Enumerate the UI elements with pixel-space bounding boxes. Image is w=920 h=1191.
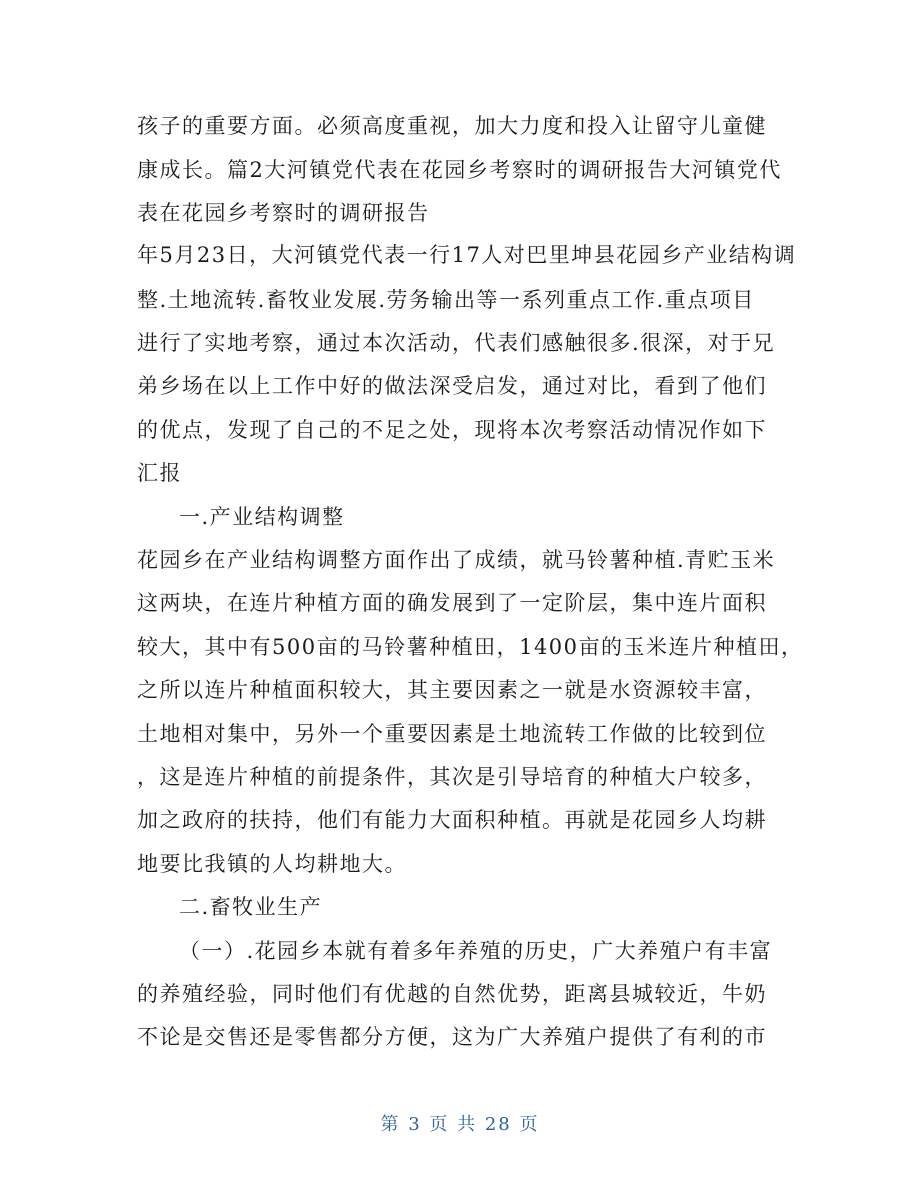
text-line: 弟乡场在以上工作中好的做法深受启发，通过对比，看到了他们 <box>137 374 767 398</box>
text-line: 年5月23日，大河镇党代表一行17人对巴里坤县花园乡产业结构调 <box>137 243 797 267</box>
text-line: 土地相对集中，另外一个重要因素是土地流转工作做的比较到位 <box>137 722 767 746</box>
text-line: 的养殖经验，同时他们有优越的自然优势，距离县城较近，牛奶 <box>137 982 767 1006</box>
section-heading: 一.产业结构调整 <box>179 505 345 529</box>
text-line: 孩子的重要方面。必须高度重视，加大力度和投入让留守儿童健 <box>137 114 767 138</box>
text-line: 加之政府的扶持，他们有能力大面积种植。再就是花园乡人均耕 <box>137 808 767 832</box>
text-line: （一）.花园乡本就有着多年养殖的历史，广大养殖户有丰富 <box>179 939 773 963</box>
text-line: 较大，其中有500亩的马铃薯种植田，1400亩的玉米连片种植田， <box>137 635 804 659</box>
text-line: 进行了实地考察，通过本次活动，代表们感触很多.很深，对于兄 <box>137 331 776 355</box>
text-line: 地要比我镇的人均耕地大。 <box>137 852 407 876</box>
text-line: 康成长。篇2大河镇党代表在花园乡考察时的调研报告大河镇党代 <box>137 158 782 182</box>
text-line: 的优点，发现了自己的不足之处，现将本次考察活动情况作如下 <box>137 418 767 442</box>
text-line: 整.土地流转.畜牧业发展.劳务输出等一系列重点工作.重点项目 <box>137 288 755 312</box>
text-line: 表在花园乡考察时的调研报告 <box>137 201 430 225</box>
text-line: ，这是连片种植的前提条件，其次是引导培育的种植大户较多， <box>137 765 767 789</box>
text-line: 汇报 <box>137 461 182 485</box>
text-line: 花园乡在产业结构调整方面作出了成绩，就马铃薯种植.青贮玉米 <box>137 548 776 572</box>
page-number-footer: 第 3 页 共 28 页 <box>380 1114 540 1135</box>
text-line: 这两块，在连片种植方面的确发展到了一定阶层，集中连片面积 <box>137 591 767 615</box>
text-line: 之所以连片种植面积较大，其主要因素之一就是水资源较丰富， <box>137 678 767 702</box>
section-heading: 二.畜牧业生产 <box>179 895 323 919</box>
text-line: 不论是交售还是零售都分方便，这为广大养殖户提供了有利的市 <box>137 1025 767 1049</box>
